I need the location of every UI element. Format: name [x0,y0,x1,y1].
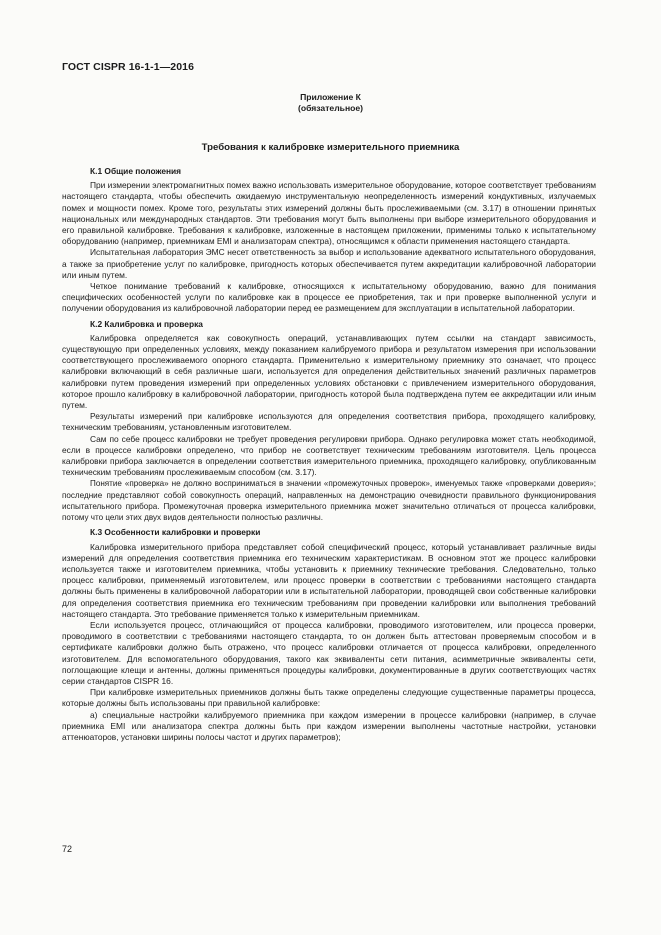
list-item: а) специальные настройки калибруемого приемника при каждом измерении в процессе калибровки (например, в случае приемника EMI или анализатора спектра должны быть при каждом измерении выполнены частотные настройки, установки аттенюаторов, установки ширины полосы частот и других параметров); [62,709,596,742]
body-content [62,162,596,743]
paragraph: Сам по себе процесс калибровки не требует проведения регулировки прибора. Однако регулировка может стать необходимой, если в процессе калибровки определено, что прибор не соответствует техническим требованиям изготовителя. Цель процесса калибровки прибора заключается в определении соответствия измерительного приемника, проходящего калибровку, опубликованным техническим требованиям прослеживаемым способом (см. 3.17). [62,433,596,478]
section-title: К.1 Общие положения [90,166,182,176]
paragraph: Понятие «проверка» не должно восприниматься в значении «промежуточных проверок», именуемых также «проверками доверия»; последние представляют собой совокупность операций, направленных на демонстрацию очевидности правильного функционирования испытательного прибора. Промежуточная проверка измерительного приемника может значительно отличаться от процесса калибровки, потому что цели этих двух видов деятельности полностью различны. [62,479,596,523]
paragraph: Четкое понимание требований к калибровке, относящихся к испытательному оборудованию, важно для понимания специфических особенностей услуги по калибровке как в процессе ее приобретения, так и при проверке выполненной услуги и получении оборудования из калибровочной лаборатории перед ее размещением для эксплуатации в испытательной лаборатории. [62,281,596,314]
standard-header: ГОСТ CISPR 16-1-1—2016 [62,61,195,73]
paragraph: Результаты измерений при калибровке используются для определения соответствия прибора, проходящего калибровку, техническим требованиям, установленным изготовителем. [62,411,596,433]
section-k1 [62,166,596,315]
paragraph: При измерении электромагнитных помех важно использовать измерительное оборудование, которое соответствует требованиям настоящего стандарта, чтобы обеспечить ожидаемую инструментальную неопределенность измерений кондуктивных, излучаемых помех и мощности помех. Кроме того, результаты этих измерений должны быть прослеживаемыми (см. 3.17) в отношении принятых национальных или международных стандартов. Эти требования могут быть выполнены при выборе измерительного оборудования и его правильной калибровке. Требования к калибровке, изложенные в настоящем приложении, применимы только к испытательному оборудованию (например, приемникам EMI и анализаторам спектра), относящимся к области применения настоящего стандарта. [62,180,596,247]
section-k3 [62,527,596,743]
section-title: К.2 Калибровка и проверка [90,318,203,329]
paragraph: Калибровка определяется как совокупность операций, устанавливающих путем ссылки на стандарт зависимость, существующую при определенных условиях, между показанием калибруемого прибора и результатом измерения при использовании соответствующего прослеживаемого опорного стандарта. Применительно к измерительному приемнику это означает, что процесс калибровки включающий в себя различные шаги, используется для определения действительных значений различных параметров калибровки путем проведения измерений при определенных условиях обстановки с привлечением измерительного оборудования, которое прошло калибровку в калибровочной лаборатории, пригодность которой была подтверждена путем ее аккредитации или иным путем. [62,332,596,411]
section-title: К.3 Особенности калибровки и проверки [90,527,261,538]
paragraph: Если используется процесс, отличающийся от процесса калибровки, проводимого изготовителем, или процесса проверки, проводимого в соответствии с требованиями настоящего стандарта, то он должен быть аттестован проверяемым способом и в сертификате калибровки должно быть отражено, что процесс калибровки отличается от процесса калибровки, определенного изготовителем. Для вспомогательного оборудования, такого как эквиваленты сети питания, асимметричные эквиваленты сети, поглощающие клещи и антенны, должны применяться процедуры калибровки, документированные в других соответствующих частях серии стандартов CISPR 16. [62,619,596,686]
paragraph: Калибровка измерительного прибора представляет собой специфический процесс, который устанавливает различные виды измерений для определения соответствия приемника его техническим характеристикам. В основном этот же процесс калибровки используется также и изготовителем приемника, чтобы установить к приемнику технические требования. Следовательно, только процесс калибровки, применяемый изготовителем, или процесс проверки в соответствии с требованиями настоящего стандарта должны быть применены в калибровочной лаборатории или в испытательной лаборатории, проводящей свои собственные калибровки для определения соответствия приемника его техническим требованиям при проведении калибровки или выполнения требований настоящего стандарта. Это требование применяется только к измерительным приемникам. [62,541,596,619]
page-number: 72 [62,844,73,854]
section-k2 [62,319,596,524]
main-title: Требования к калибровке измерительного приемника [201,142,460,153]
annex-heading [0,92,661,114]
annex-status: (обязательное) [297,103,364,113]
paragraph: Испытательная лаборатория ЭМС несет ответственность за выбор и использование адекватного испытательного оборудования, а также за приобретение услуг по калибровке, пригодность которых обеспечивается путем аккредитации калибровочной лаборатории или иным путем. [62,247,596,280]
annex-title: Приложение К [300,92,361,102]
paragraph: При калибровке измерительных приемников должны быть также определены следующие существенные параметры процесса, которые должны быть использованы при правильной калибровке: [62,687,596,709]
